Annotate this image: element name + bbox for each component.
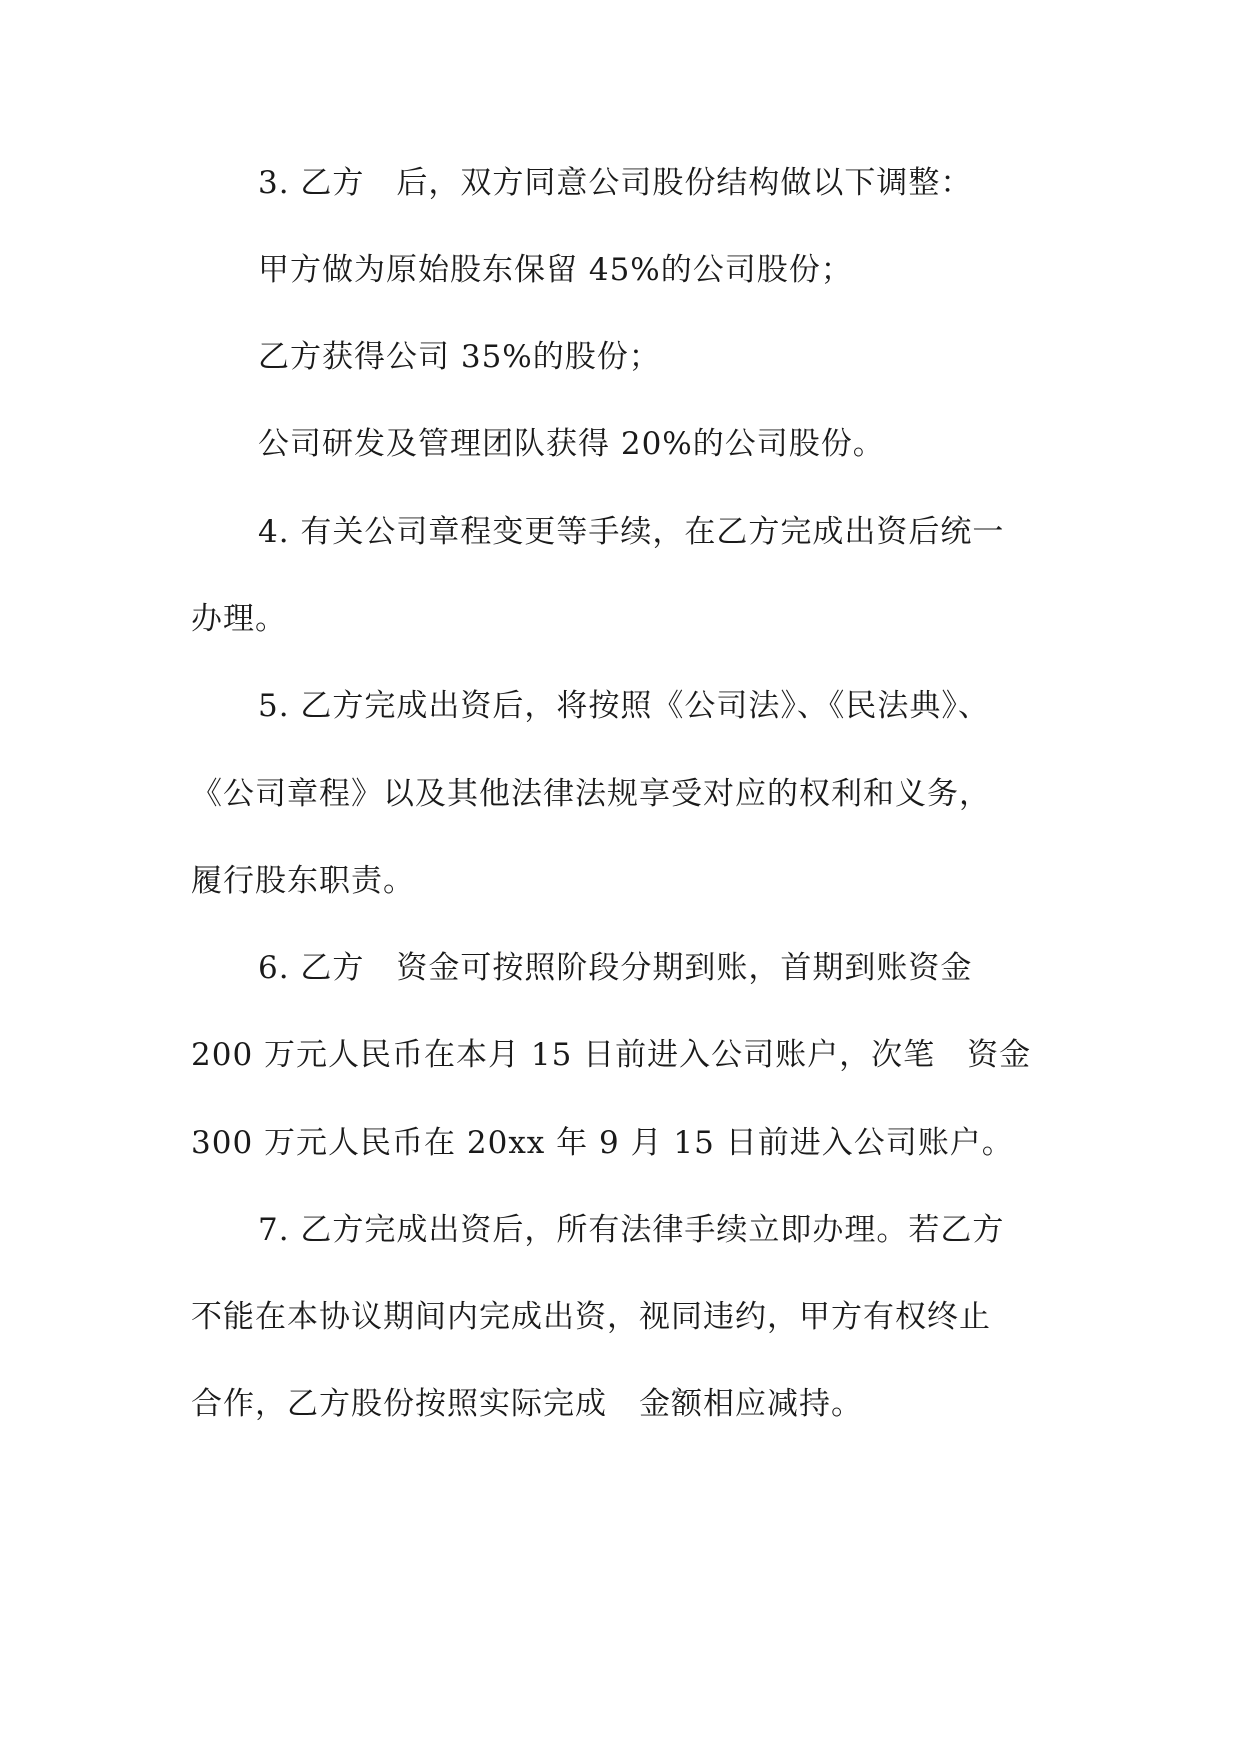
paragraph-6-line-2: 200 万元人民币在本月 15 日前进入公司账户，次笔 资金: [191, 1037, 1032, 1073]
paragraph-5-line-3: 履行股东职责。: [191, 863, 415, 899]
paragraph-4-line-2: 办理。: [191, 601, 287, 637]
paragraph-5-line-1: 5. 乙方完成出资后，将按照《公司法》、《民法典》、: [258, 688, 990, 724]
paragraph-5-line-2: 《公司章程》以及其他法律法规享受对应的权利和义务，: [191, 776, 991, 812]
paragraph-6-line-3: 300 万元人民币在 20xx 年 9 月 15 日前进入公司账户。: [191, 1125, 1014, 1161]
paragraph-3-line-2: 甲方做为原始股东保留 45%的公司股份；: [258, 252, 853, 288]
paragraph-7-line-2: 不能在本协议期间内完成出资，视同违约，甲方有权终止: [191, 1299, 991, 1335]
paragraph-6-line-1: 6. 乙方 资金可按照阶段分期到账，首期到账资金: [258, 950, 973, 986]
paragraph-7-line-1: 7. 乙方完成出资后，所有法律手续立即办理。若乙方: [258, 1212, 1005, 1248]
paragraph-7-line-3: 合作，乙方股份按照实际完成 金额相应减持。: [191, 1386, 863, 1422]
paragraph-3-line-4: 公司研发及管理团队获得 20%的公司股份。: [258, 426, 885, 462]
paragraph-4-line-1: 4. 有关公司章程变更等手续，在乙方完成出资后统一: [258, 514, 1005, 550]
paragraph-3-line-1: 3. 乙方 后，双方同意公司股份结构做以下调整：: [258, 165, 973, 201]
paragraph-3-line-3: 乙方获得公司 35%的股份；: [258, 339, 661, 375]
